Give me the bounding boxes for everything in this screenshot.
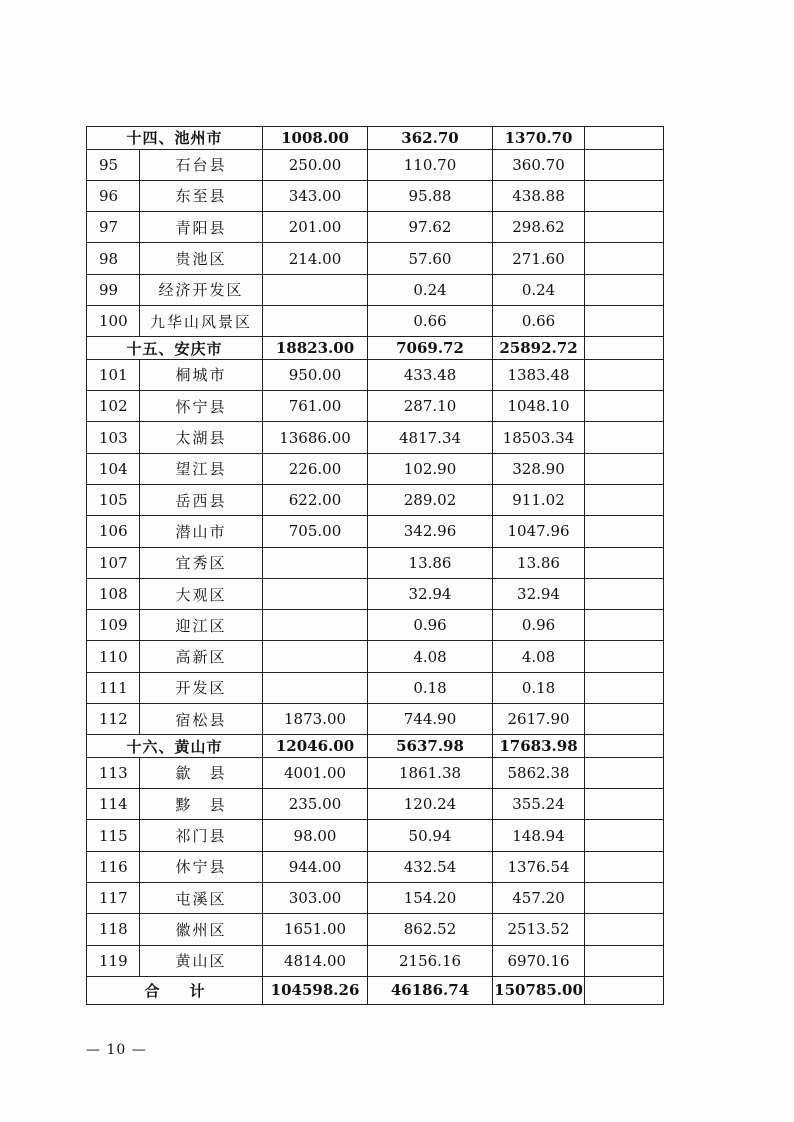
empty-cell xyxy=(585,149,664,180)
v3-cell: 0.18 xyxy=(493,672,585,703)
v3-cell: 0.24 xyxy=(493,274,585,305)
empty-cell xyxy=(585,127,664,150)
group-v2-cell: 5637.98 xyxy=(368,735,493,758)
region-name: 屯溪区 xyxy=(140,883,263,914)
table-row xyxy=(87,516,664,547)
table-row xyxy=(87,305,664,336)
total-row xyxy=(87,976,664,1004)
region-name: 大观区 xyxy=(140,578,263,609)
table-row xyxy=(87,391,664,422)
group-name: 十四、池州市 xyxy=(87,127,263,150)
row-number: 117 xyxy=(87,883,140,914)
v2-cell: 287.10 xyxy=(368,391,493,422)
row-number: 116 xyxy=(87,851,140,882)
total-label: 合 计 xyxy=(87,976,263,1004)
v1-cell: 622.00 xyxy=(263,484,368,515)
v2-cell: 1861.38 xyxy=(368,757,493,788)
table-row xyxy=(87,672,664,703)
row-number: 106 xyxy=(87,516,140,547)
table-row xyxy=(87,641,664,672)
v1-cell: 944.00 xyxy=(263,851,368,882)
page-number: — 10 — xyxy=(86,1042,147,1058)
region-name: 贵池区 xyxy=(140,243,263,274)
total-v2-cell: 46186.74 xyxy=(368,976,493,1004)
table-row xyxy=(87,757,664,788)
v1-cell: 226.00 xyxy=(263,453,368,484)
empty-cell xyxy=(585,789,664,820)
row-number: 114 xyxy=(87,789,140,820)
group-v1-cell: 12046.00 xyxy=(263,735,368,758)
v1-cell: 4814.00 xyxy=(263,945,368,976)
empty-cell xyxy=(585,851,664,882)
region-name: 岳西县 xyxy=(140,484,263,515)
empty-cell xyxy=(585,180,664,211)
v3-cell: 1376.54 xyxy=(493,851,585,882)
empty-cell xyxy=(585,391,664,422)
v3-cell: 2617.90 xyxy=(493,704,585,735)
row-number: 99 xyxy=(87,274,140,305)
v3-cell: 148.94 xyxy=(493,820,585,851)
row-number: 105 xyxy=(87,484,140,515)
table-row xyxy=(87,578,664,609)
table-row xyxy=(87,914,664,945)
row-number: 112 xyxy=(87,704,140,735)
empty-cell xyxy=(585,820,664,851)
empty-cell xyxy=(585,672,664,703)
empty-cell xyxy=(585,976,664,1004)
row-number: 100 xyxy=(87,305,140,336)
v3-cell: 1047.96 xyxy=(493,516,585,547)
v3-cell: 298.62 xyxy=(493,212,585,243)
group-v2-cell: 7069.72 xyxy=(368,337,493,360)
allocation-table xyxy=(86,126,664,1005)
empty-cell xyxy=(585,547,664,578)
v1-cell xyxy=(263,305,368,336)
region-name: 经济开发区 xyxy=(140,274,263,305)
v2-cell: 289.02 xyxy=(368,484,493,515)
table-row xyxy=(87,789,664,820)
v1-cell xyxy=(263,274,368,305)
empty-cell xyxy=(585,914,664,945)
row-number: 102 xyxy=(87,391,140,422)
v2-cell: 95.88 xyxy=(368,180,493,211)
row-number: 108 xyxy=(87,578,140,609)
v2-cell: 102.90 xyxy=(368,453,493,484)
region-name: 歙 县 xyxy=(140,757,263,788)
group-name: 十六、黄山市 xyxy=(87,735,263,758)
group-v2-cell: 362.70 xyxy=(368,127,493,150)
empty-cell xyxy=(585,883,664,914)
v1-cell: 250.00 xyxy=(263,149,368,180)
row-number: 119 xyxy=(87,945,140,976)
v1-cell xyxy=(263,610,368,641)
v1-cell xyxy=(263,672,368,703)
v1-cell xyxy=(263,578,368,609)
region-name: 高新区 xyxy=(140,641,263,672)
v1-cell: 303.00 xyxy=(263,883,368,914)
table-row xyxy=(87,883,664,914)
v2-cell: 433.48 xyxy=(368,359,493,390)
empty-cell xyxy=(585,453,664,484)
v3-cell: 32.94 xyxy=(493,578,585,609)
v2-cell: 110.70 xyxy=(368,149,493,180)
v3-cell: 18503.34 xyxy=(493,422,585,453)
v3-cell: 438.88 xyxy=(493,180,585,211)
v1-cell: 13686.00 xyxy=(263,422,368,453)
group-name: 十五、安庆市 xyxy=(87,337,263,360)
group-v3-cell: 17683.98 xyxy=(493,735,585,758)
v2-cell: 0.18 xyxy=(368,672,493,703)
row-number: 96 xyxy=(87,180,140,211)
region-name: 东至县 xyxy=(140,180,263,211)
v2-cell: 744.90 xyxy=(368,704,493,735)
group-v3-cell: 1370.70 xyxy=(493,127,585,150)
empty-cell xyxy=(585,243,664,274)
v1-cell: 761.00 xyxy=(263,391,368,422)
table-row xyxy=(87,851,664,882)
v1-cell: 343.00 xyxy=(263,180,368,211)
v2-cell: 57.60 xyxy=(368,243,493,274)
v3-cell: 1048.10 xyxy=(493,391,585,422)
v3-cell: 5862.38 xyxy=(493,757,585,788)
v2-cell: 50.94 xyxy=(368,820,493,851)
v1-cell: 235.00 xyxy=(263,789,368,820)
region-name: 望江县 xyxy=(140,453,263,484)
v1-cell: 98.00 xyxy=(263,820,368,851)
v1-cell xyxy=(263,641,368,672)
v3-cell: 4.08 xyxy=(493,641,585,672)
group-v1-cell: 1008.00 xyxy=(263,127,368,150)
empty-cell xyxy=(585,274,664,305)
row-number: 97 xyxy=(87,212,140,243)
region-name: 迎江区 xyxy=(140,610,263,641)
empty-cell xyxy=(585,484,664,515)
v2-cell: 120.24 xyxy=(368,789,493,820)
region-name: 黟 县 xyxy=(140,789,263,820)
table-row xyxy=(87,359,664,390)
empty-cell xyxy=(585,516,664,547)
row-number: 101 xyxy=(87,359,140,390)
v1-cell xyxy=(263,547,368,578)
v3-cell: 13.86 xyxy=(493,547,585,578)
empty-cell xyxy=(585,735,664,758)
table-row xyxy=(87,180,664,211)
v3-cell: 457.20 xyxy=(493,883,585,914)
table-row xyxy=(87,945,664,976)
empty-cell xyxy=(585,757,664,788)
v3-cell: 1383.48 xyxy=(493,359,585,390)
region-name: 徽州区 xyxy=(140,914,263,945)
region-name: 祁门县 xyxy=(140,820,263,851)
v2-cell: 342.96 xyxy=(368,516,493,547)
region-name: 怀宁县 xyxy=(140,391,263,422)
table-row xyxy=(87,243,664,274)
row-number: 95 xyxy=(87,149,140,180)
v1-cell: 214.00 xyxy=(263,243,368,274)
group-header-row xyxy=(87,127,664,150)
v1-cell: 1651.00 xyxy=(263,914,368,945)
table-row xyxy=(87,422,664,453)
empty-cell xyxy=(585,359,664,390)
v1-cell: 950.00 xyxy=(263,359,368,390)
v2-cell: 862.52 xyxy=(368,914,493,945)
v3-cell: 271.60 xyxy=(493,243,585,274)
table-row xyxy=(87,212,664,243)
row-number: 113 xyxy=(87,757,140,788)
group-header-row xyxy=(87,337,664,360)
v3-cell: 6970.16 xyxy=(493,945,585,976)
empty-cell xyxy=(585,704,664,735)
v2-cell: 2156.16 xyxy=(368,945,493,976)
table-row xyxy=(87,547,664,578)
v2-cell: 32.94 xyxy=(368,578,493,609)
region-name: 九华山风景区 xyxy=(140,305,263,336)
row-number: 107 xyxy=(87,547,140,578)
empty-cell xyxy=(585,422,664,453)
row-number: 103 xyxy=(87,422,140,453)
empty-cell xyxy=(585,578,664,609)
v2-cell: 0.66 xyxy=(368,305,493,336)
table-row xyxy=(87,274,664,305)
row-number: 109 xyxy=(87,610,140,641)
row-number: 111 xyxy=(87,672,140,703)
region-name: 开发区 xyxy=(140,672,263,703)
table-row xyxy=(87,704,664,735)
v2-cell: 4817.34 xyxy=(368,422,493,453)
empty-cell xyxy=(585,610,664,641)
table-body xyxy=(87,127,664,1005)
v2-cell: 4.08 xyxy=(368,641,493,672)
v3-cell: 911.02 xyxy=(493,484,585,515)
row-number: 104 xyxy=(87,453,140,484)
row-number: 98 xyxy=(87,243,140,274)
v3-cell: 328.90 xyxy=(493,453,585,484)
v3-cell: 360.70 xyxy=(493,149,585,180)
empty-cell xyxy=(585,337,664,360)
empty-cell xyxy=(585,945,664,976)
empty-cell xyxy=(585,212,664,243)
group-header-row xyxy=(87,735,664,758)
row-number: 118 xyxy=(87,914,140,945)
v1-cell: 705.00 xyxy=(263,516,368,547)
table-row xyxy=(87,820,664,851)
v3-cell: 0.96 xyxy=(493,610,585,641)
table-row xyxy=(87,610,664,641)
v2-cell: 0.24 xyxy=(368,274,493,305)
group-v1-cell: 18823.00 xyxy=(263,337,368,360)
region-name: 宜秀区 xyxy=(140,547,263,578)
region-name: 潜山市 xyxy=(140,516,263,547)
v1-cell: 201.00 xyxy=(263,212,368,243)
v1-cell: 1873.00 xyxy=(263,704,368,735)
region-name: 太湖县 xyxy=(140,422,263,453)
region-name: 青阳县 xyxy=(140,212,263,243)
v2-cell: 0.96 xyxy=(368,610,493,641)
row-number: 110 xyxy=(87,641,140,672)
v2-cell: 13.86 xyxy=(368,547,493,578)
region-name: 休宁县 xyxy=(140,851,263,882)
region-name: 黄山区 xyxy=(140,945,263,976)
v3-cell: 355.24 xyxy=(493,789,585,820)
region-name: 宿松县 xyxy=(140,704,263,735)
empty-cell xyxy=(585,641,664,672)
v1-cell: 4001.00 xyxy=(263,757,368,788)
empty-cell xyxy=(585,305,664,336)
total-v1-cell: 104598.26 xyxy=(263,976,368,1004)
region-name: 桐城市 xyxy=(140,359,263,390)
table-row xyxy=(87,149,664,180)
v3-cell: 2513.52 xyxy=(493,914,585,945)
v2-cell: 154.20 xyxy=(368,883,493,914)
v2-cell: 432.54 xyxy=(368,851,493,882)
region-name: 石台县 xyxy=(140,149,263,180)
group-v3-cell: 25892.72 xyxy=(493,337,585,360)
table-row xyxy=(87,453,664,484)
v3-cell: 0.66 xyxy=(493,305,585,336)
table-row xyxy=(87,484,664,515)
total-v3-cell: 150785.00 xyxy=(493,976,585,1004)
v2-cell: 97.62 xyxy=(368,212,493,243)
row-number: 115 xyxy=(87,820,140,851)
